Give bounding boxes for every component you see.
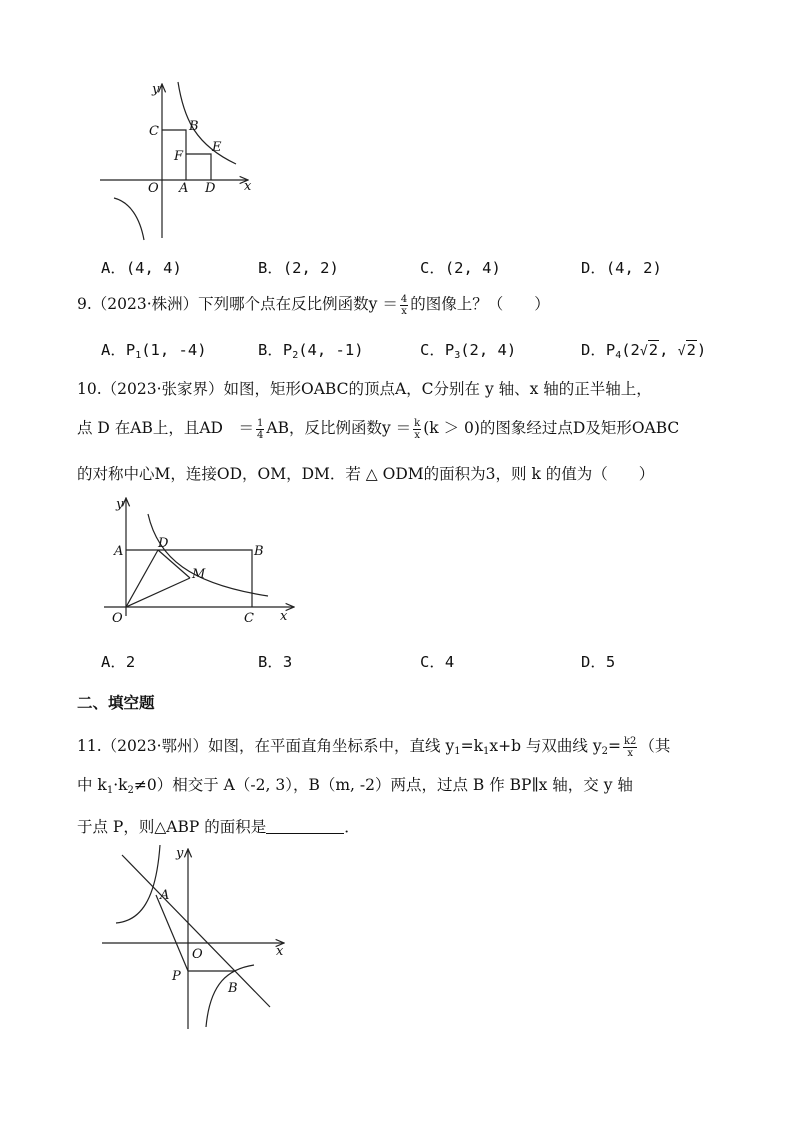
q11-line-3: 于点 P，则△ABP 的面积是 ．	[77, 818, 360, 836]
label-d: D	[205, 181, 216, 196]
q11-figure	[100, 843, 290, 1033]
hyperbola	[148, 514, 268, 596]
label-a: A	[179, 181, 189, 196]
q9-fraction: $\frac{4}{x}$	[400, 293, 408, 317]
hyperbola-branch-2	[206, 965, 254, 1027]
segment-om	[126, 578, 190, 607]
label-d: D	[158, 536, 169, 551]
hyperbola-branch-1	[116, 845, 160, 923]
q10-option-c: C．4	[420, 653, 455, 671]
q9-option-a: A．$P_1(1$, -4)	[101, 341, 207, 361]
q10-figure	[104, 492, 304, 628]
label-m: M	[192, 567, 206, 582]
q10-option-d: D．5	[581, 653, 616, 671]
q11-fraction: $\frac{k2}{x}$	[624, 735, 637, 759]
hyperbola-branch-2	[114, 198, 144, 240]
q10-line-3: 的对称中心M，连接OD，OM，DM．若 △ ODM的面积为3，则 k 的值为（ ）	[77, 465, 655, 483]
segment-dm	[158, 550, 190, 578]
q10-fraction-2: $\frac{k}{x}$	[414, 417, 421, 441]
label-f: F	[174, 149, 184, 164]
label-c: C	[149, 124, 159, 139]
segment-od	[126, 550, 158, 607]
q11-line-1: 11.（2023·鄂州）如图，在平面直角坐标系中，直线 $y_1=k_1x+b$ 与双曲线 $y_2=$ $\frac{k2}{x}$ （其	[77, 735, 671, 759]
label-e: E	[212, 140, 222, 155]
q9-option-c: C．$P_3(2$, 4)	[420, 341, 517, 361]
q8-option-b: B．(2, 2)	[258, 259, 339, 277]
q8-option-d: D．(4, 2)	[581, 259, 662, 277]
label-y: y	[152, 82, 160, 97]
label-a: A	[160, 888, 170, 903]
q10-line-2: 点 D 在AB上，且AD ＝ $\frac{1}{4}$ AB，反比例函数y ＝ $\frac{k}{x}$ (k ＞ 0)的图象经过点D及矩形OABC	[77, 417, 680, 441]
label-x: x	[276, 944, 284, 959]
label-b: B	[254, 544, 264, 559]
label-y: y	[176, 846, 184, 861]
q10-fraction-1: $\frac{1}{4}$	[257, 417, 264, 441]
q8-figure	[96, 80, 266, 245]
q10-option-a: A．2	[101, 653, 136, 671]
answer-blank[interactable]	[266, 819, 344, 834]
hyperbola-branch-1	[178, 82, 236, 164]
label-o: O	[192, 947, 203, 962]
label-o: O	[112, 611, 123, 626]
label-c: C	[244, 611, 254, 626]
section-heading: 二、填空题	[77, 694, 155, 712]
rectangle-adef	[186, 154, 211, 180]
label-x: x	[244, 179, 252, 194]
label-b: B	[228, 981, 238, 996]
q10-option-b: B．3	[258, 653, 293, 671]
label-o: O	[148, 181, 159, 196]
label-a: A	[114, 544, 124, 559]
line-ab	[122, 855, 270, 1007]
q8-option-a: A．(4, 4)	[101, 259, 182, 277]
label-b: B	[189, 119, 199, 134]
q9-option-b: B．$P_2(4$, -1)	[258, 341, 364, 361]
q9-option-d: D．$P_4(2√2$, √2)	[581, 341, 707, 361]
q11-line-2: 中 $k_1\cdot k_2\ne 0$）相交于 A（-2, 3），B（m, -2）两点，过点 B 作 BP∥x 轴，交 y 轴	[77, 776, 633, 796]
label-y: y	[116, 497, 124, 512]
label-x: x	[280, 609, 288, 624]
label-p: P	[172, 969, 181, 984]
q9-stem: 9.（2023·株洲）下列哪个点在反比例函数y ＝ $\frac{4}{x}$ 的图像上？（ ）	[77, 293, 550, 317]
q8-option-c: C．(2, 4)	[420, 259, 501, 277]
q10-line-1: 10.（2023·张家界）如图，矩形OABC的顶点A，C分别在 y 轴、x 轴的正半轴上，	[77, 380, 652, 398]
